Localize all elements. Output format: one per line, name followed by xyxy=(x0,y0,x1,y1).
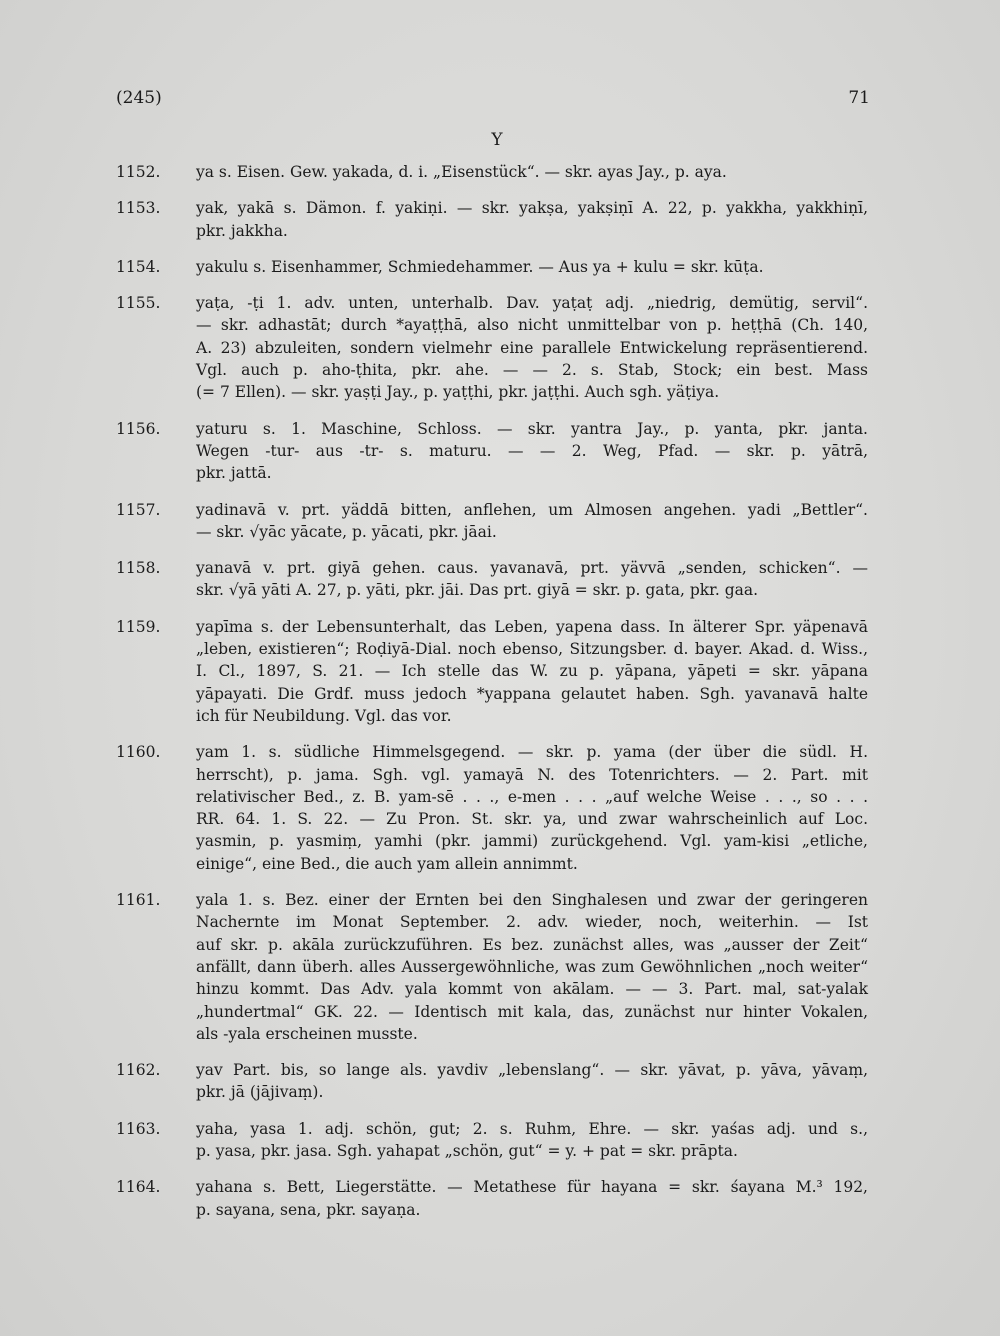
entry-text-line: einige“, eine Bed., die auch yam allein annimmt. xyxy=(196,854,578,873)
entry-number: 1154. xyxy=(116,257,161,276)
entry-number: 1158. xyxy=(116,559,161,578)
entry-text-line: yasmin, p. yasmiṃ, yamhi (pkr. jammi) zurückgehend. Vgl. yam-kisi „etliche, xyxy=(196,832,868,851)
entry-number: 1152. xyxy=(116,163,161,181)
entry-number: 1162. xyxy=(116,1061,161,1080)
entry-text xyxy=(196,197,868,242)
entry-number: 1161. xyxy=(116,891,161,910)
entry-number: 1164. xyxy=(116,1178,161,1197)
entry-text-line: skr. √yā yāti A. 27, p. yāti, pkr. jāi. Das prt. giyā = skr. p. gata, pkr. gaa. xyxy=(196,581,759,600)
section-letter-heading: Y xyxy=(491,130,503,150)
entry-number: 1155. xyxy=(116,294,161,313)
entry-text xyxy=(196,418,868,485)
entry-text-line: yaha, yasa 1. adj. schön, gut; 2. s. Ruhm, Ehre. — skr. yaśas adj. und s., xyxy=(196,1119,868,1138)
entry-number: 1159. xyxy=(116,617,161,636)
entry-text-line: RR. 64. 1. S. 22. — Zu Pron. St. skr. ya, und zwar wahrscheinlich auf Loc. xyxy=(196,810,868,829)
entry-text xyxy=(196,1176,868,1221)
entry-text-line: Wegen -tur- aus -tr- s. maturu. — — 2. Weg, Pfad. — skr. p. yātrā, xyxy=(196,441,868,460)
dictionary-entry xyxy=(116,1059,868,1104)
entry-text-line: yav Part. bis, so lange als. yavdiv „lebenslang“. — skr. yāvat, p. yāva, yāvaṃ, xyxy=(196,1061,868,1080)
entry-text xyxy=(196,292,868,403)
dictionary-entry xyxy=(116,557,868,602)
entry-text xyxy=(196,616,868,727)
entry-text xyxy=(196,161,868,183)
entry-text-line: yaṭa, -ṭi 1. adv. unten, unterhalb. Dav. yaṭaṭ adj. „niedrig, demütig, servil“. xyxy=(196,294,868,313)
entry-text-line: ich für Neubildung. Vgl. das vor. xyxy=(196,706,452,725)
entry-text-line: yāpayati. Die Grdf. muss jedoch *yappana gelautet haben. Sgh. yavanavā halte xyxy=(196,684,868,703)
dictionary-entry xyxy=(116,197,868,242)
entry-text-line: A. 23) abzuleiten, sondern vielmehr eine parallele Entwickelung repräsentierend. xyxy=(196,338,868,357)
entry-text-line: anfällt, dann überh. alles Aussergewöhnliche, was zum Gewöhnlichen „noch weiter“ xyxy=(196,957,868,976)
dictionary-entry xyxy=(116,889,868,1045)
entry-text-line: ya s. Eisen. Gew. yakada, d. i. „Eisenstück“. — skr. ayas Jay., p. aya. xyxy=(196,163,727,181)
entry-text-line: p. sayana, sena, pkr. sayaṇa. xyxy=(196,1200,421,1219)
entry-text-line: I. Cl., 1897, S. 21. — Ich stelle das W. zu p. yāpana, yāpeti = skr. yāpana xyxy=(196,662,868,681)
entry-text-line: — skr. adhastāt; durch *ayaṭṭhā, also nicht unmittelbar von p. heṭṭhā (Ch. 140, xyxy=(196,316,868,335)
dictionary-entry xyxy=(116,1176,868,1221)
dictionary-entry xyxy=(116,499,868,544)
entry-text-line: „leben, existieren“; Roḍiyā-Dial. noch ebenso, Sitzungsber. d. bayer. Akad. d. Wiss., xyxy=(196,640,868,659)
entry-text xyxy=(196,1118,868,1163)
page-header xyxy=(116,88,870,112)
dictionary-entry xyxy=(116,1118,868,1163)
entry-text-line: pkr. jā (jājivaṃ). xyxy=(196,1083,324,1102)
entry-number: 1157. xyxy=(116,500,161,519)
entry-text-line: Nachernte im Monat September. 2. adv. wieder, noch, weiterhin. — Ist xyxy=(196,913,868,932)
page-number: 71 xyxy=(848,88,870,108)
entry-text-line: p. yasa, pkr. jasa. Sgh. yahapat „schön, gut“ = y. + pat = skr. prāpta. xyxy=(196,1141,738,1160)
entry-text-line: relativischer Bed., z. B. yam-sē . . ., e-men . . . „auf welche Weise . . ., so . . . xyxy=(196,787,868,806)
entry-number: 1153. xyxy=(116,199,161,218)
entry-text-line: Vgl. auch p. aho-ṭhita, pkr. ahe. — — 2. s. Stab, Stock; ein best. Mass xyxy=(196,361,868,380)
entry-text xyxy=(196,557,868,602)
entry-text-line: yak, yakā s. Dämon. f. yakiṇi. — skr. yakṣa, yakṣiṇī A. 22, p. yakkha, yakkhiṇī, xyxy=(196,199,868,218)
dictionary-entry xyxy=(116,256,868,278)
entry-text-line: auf skr. p. akāla zurückzuführen. Es bez. zunächst alles, was „ausser der Zeit“ xyxy=(196,935,868,954)
entry-text-line: yanavā v. prt. giyā gehen. caus. yavanavā, prt. yävvā „senden, schicken“. — xyxy=(196,559,868,578)
entry-text-line: yam 1. s. südliche Himmelsgegend. — skr. p. yama (der über die südl. H. xyxy=(196,743,868,762)
dictionary-entry xyxy=(116,161,868,183)
dictionary-entry xyxy=(116,616,868,727)
entry-text-line: yadinavā v. prt. yäddā bitten, anflehen, um Almosen angehen. yadi „Bettler“. xyxy=(196,500,868,519)
entry-text xyxy=(196,1059,868,1104)
entry-number: 1156. xyxy=(116,419,161,438)
dictionary-entry xyxy=(116,741,868,875)
entry-text-line: hinzu kommt. Das Adv. yala kommt von akālam. — — 3. Part. mal, sat-yalak xyxy=(196,980,868,999)
entry-text xyxy=(196,889,868,1045)
entry-text-line: — skr. √yāc yācate, p. yācati, pkr. jāai. xyxy=(196,522,497,541)
entry-text-line: yahana s. Bett, Liegerstätte. — Metathese für hayana = skr. śayana M.³ 192, xyxy=(196,1178,868,1197)
entry-text-line: (= 7 Ellen). — skr. yaṣṭi Jay., p. yaṭṭhi, pkr. jaṭṭhi. Auch sgh. yäṭiya. xyxy=(196,383,720,402)
entry-text xyxy=(196,741,868,875)
entry-text-line: yakulu s. Eisenhammer, Schmiedehammer. — Aus ya + kulu = skr. kūṭa. xyxy=(196,257,764,276)
entry-text-line: pkr. jattā. xyxy=(196,464,272,483)
entry-text-line: yaturu s. 1. Maschine, Schloss. — skr. yantra Jay., p. yanta, pkr. janta. xyxy=(196,419,868,438)
entry-number: 1163. xyxy=(116,1119,161,1138)
entry-text xyxy=(196,499,868,544)
entry-text-line: pkr. jakkha. xyxy=(196,221,288,240)
dictionary-entry xyxy=(116,292,868,403)
entry-text-line: yala 1. s. Bez. einer der Ernten bei den Singhalesen und zwar der geringeren xyxy=(196,891,868,910)
entry-text-line: herrscht), p. jama. Sgh. vgl. yamayā N. des Totenrichters. — 2. Part. mit xyxy=(196,765,868,784)
dictionary-entry xyxy=(116,418,868,485)
entry-text-line: als -yala erscheinen musste. xyxy=(196,1024,418,1043)
dictionary-entries xyxy=(116,161,868,1235)
entry-text-line: yapīma s. der Lebensunterhalt, das Leben, yapena dass. In älterer Spr. yäpenavā xyxy=(196,617,868,636)
entry-text xyxy=(196,256,868,278)
entry-number: 1160. xyxy=(116,743,161,762)
entry-text-line: „hundertmal“ GK. 22. — Identisch mit kala, das, zunächst nur hinter Vokalen, xyxy=(196,1002,868,1021)
page-reference: (245) xyxy=(116,88,162,108)
